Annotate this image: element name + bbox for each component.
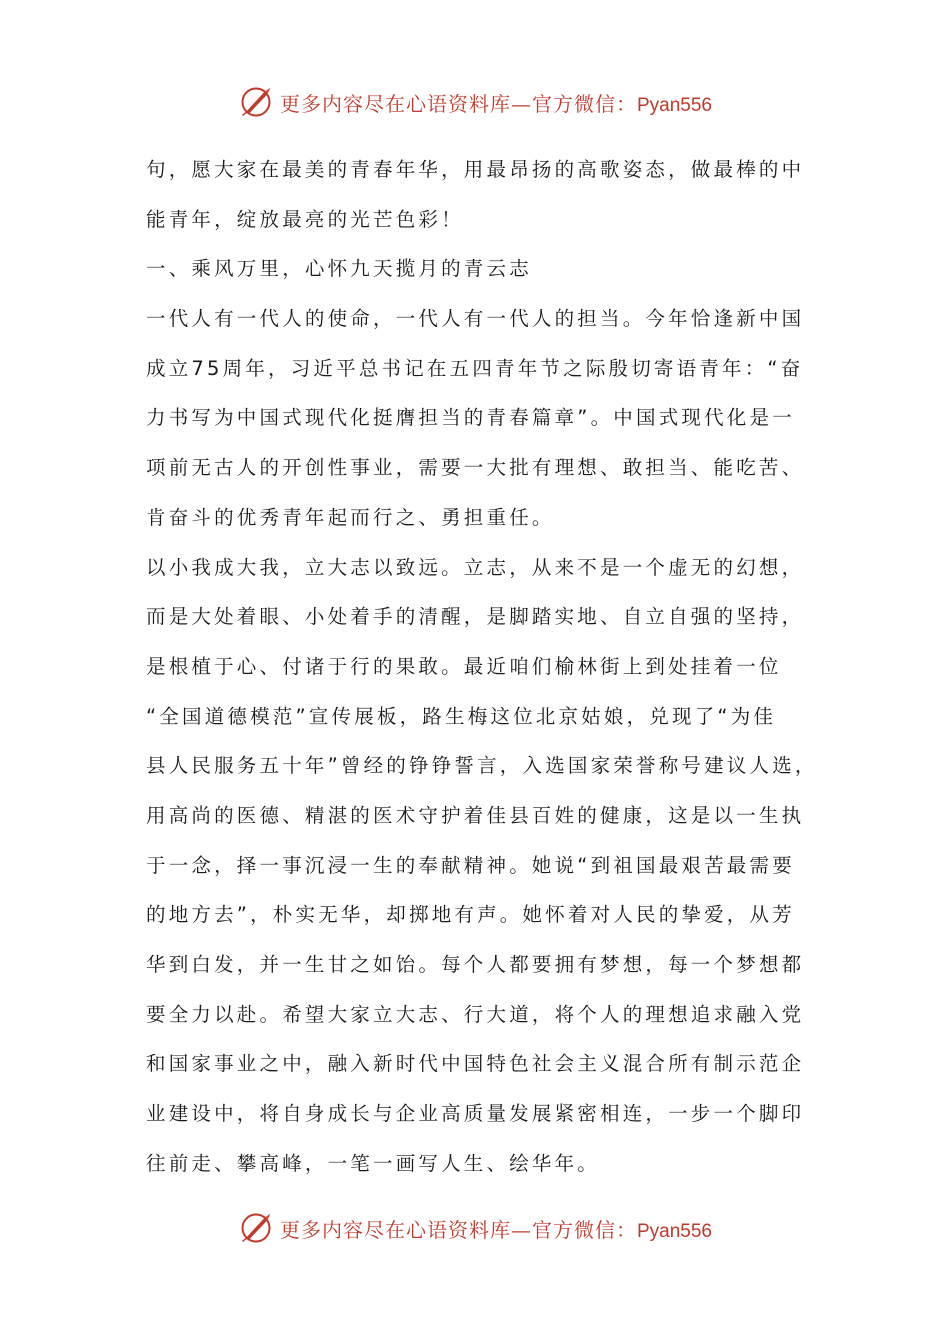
header-wechat-id: Pyan556: [636, 94, 712, 116]
quill-logo-icon: [238, 1210, 274, 1246]
footer-watermark: [0, 1210, 950, 1246]
text-line: 是根植于心、付诸于行的果敢。最近咱们榆林街上到处挂着一位: [146, 654, 782, 678]
text-line: 业建设中，将自身成长与企业高质量发展紧密相连，一步一个脚印: [146, 1102, 805, 1126]
quill-logo-icon: [238, 84, 274, 120]
footer-wechat-id: Pyan556: [636, 1220, 712, 1242]
text-line: 以小我成大我，立大志以致远。立志，从来不是一个虚无的幻想，: [146, 555, 805, 579]
header-watermark: [0, 84, 950, 120]
text-line: 用高尚的医德、精湛的医术守护着佳县百姓的健康，这是以一生执: [146, 803, 805, 827]
text-line: 和国家事业之中，融入新时代中国特色社会主义混合所有制示范企: [146, 1052, 805, 1076]
text-line: 要全力以赴。希望大家立大志、行大道，将个人的理想追求融入党: [146, 1002, 805, 1026]
text-line: “全国道德模范”宣传展板，路生梅这位北京姑娘，兑现了“为佳: [146, 704, 777, 728]
text-line: 能青年，绽放最亮的光芒色彩！: [146, 207, 464, 231]
text-line: 句，愿大家在最美的青春年华，用最昂扬的高歌姿态，做最棒的中: [146, 158, 805, 181]
text-line: 县人民服务五十年”曾经的铮铮誓言，入选国家荣誉称号建议人选，: [146, 754, 818, 778]
text-line: 肯奋斗的优秀青年起而行之、勇担重任。: [146, 505, 555, 529]
text-line: 成立75周年，习近平总书记在五四青年节之际殷切寄语青年：“奋: [146, 356, 804, 380]
document-body: [146, 145, 816, 1188]
text-line: 力书写为中国式现代化挺膺担当的青春篇章”。中国式现代化是一: [146, 406, 795, 430]
text-line: 华到白发，并一生甘之如饴。每个人都要拥有梦想，每一个梦想都: [146, 953, 805, 976]
text-line: 一代人有一代人的使命，一代人有一代人的担当。今年恰逢新中国: [146, 307, 805, 331]
text-line: 于一念，择一事沉浸一生的奉献精神。她说“到祖国最艰苦最需要: [146, 853, 795, 877]
section-heading: 一、乘风万里，心怀九天揽月的青云志: [146, 257, 532, 281]
text-line: 的地方去”，朴实无华，却掷地有声。她怀着对人民的挚爱，从芳: [146, 903, 795, 927]
text-line: 而是大处着眼、小处着手的清醒，是脚踏实地、自立自强的坚持，: [146, 605, 805, 629]
text-line: 往前走、攀高峰，一笔一画写人生、绘华年。: [146, 1151, 601, 1175]
header-watermark-text: 更多内容尽在心语资料库—官方微信：: [279, 91, 637, 116]
footer-watermark-text: 更多内容尽在心语资料库—官方微信：: [279, 1217, 637, 1242]
text-line: 项前无古人的开创性事业，需要一大批有理想、敢担当、能吃苦、: [146, 456, 805, 480]
